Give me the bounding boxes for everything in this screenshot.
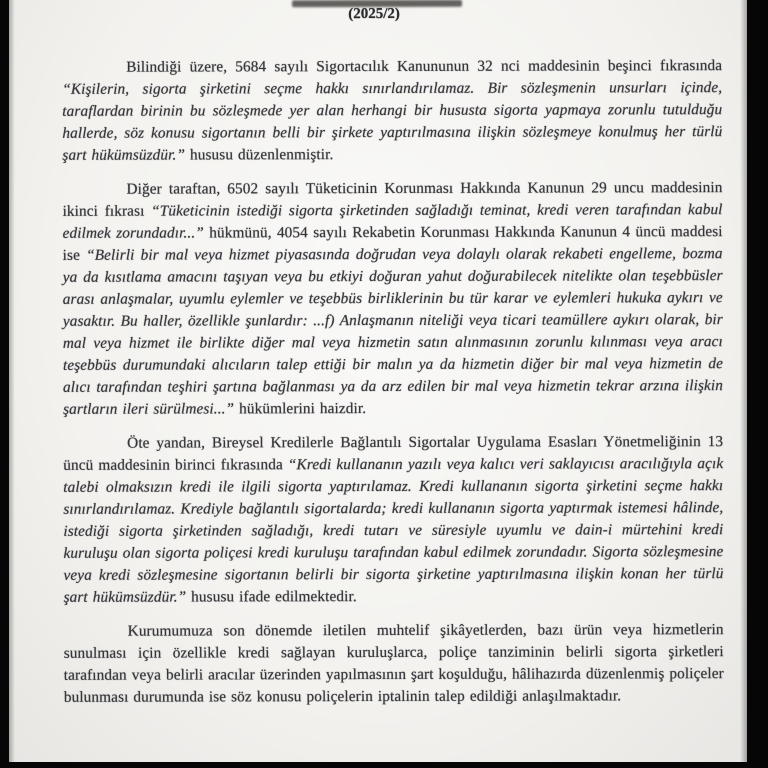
photo-black-edge-bottom (0, 762, 768, 768)
text-segment: Kurumumuza son dönemde iletilen muhtelif şikâyetlerden, bazı ürün veya hizmetlerin sunulması için özellikle kredi sağlayan kuruluşlarca, poliçe tanziminin belirli sigorta şirketleri tarafından veya belirli aracılar üzerinden yapılmasının şart koşulduğu, hâlihazırda düzenlenmiş poliçeler bulunması durumunda ise söz konusu poliçelerin iptalinin talep edildiği anlaşılmaktadır. (63, 621, 724, 706)
document-page (9, 0, 747, 762)
text-segment: “Tüketicinin istediği sigorta şirketinden sağladığı teminat, kredi veren tarafından kabul edilmek zorundadır...” (62, 201, 723, 242)
text-segment: “Kredi kullananın yazılı veya kalıcı veri saklayıcısı aracılığıyla açık talebi olmaksızın kredi ile ilgili sigorta yaptırılamaz. Kredi kullananın sigorta şirketini seçme hakkı sınırlandırılamaz. Krediyle bağlantılı sigortalarda; kredi kullananın sigorta yaptırmak istemesi hâlinde, istediği sigorta şirketinden sağladığı, kredi tutarı ve süresiyle uyumlu ve dain-i mürtehini kredi kuruluşu olan sigorta poliçesi kredi kuruluşu tarafından kabul edilmek zorundadır. Sigorta sözleşmesine veya kredi sözleşmesine sigortanın belirli bir sigorta şirketine yaptırılmasına ilişkin konan her türlü şart hükümsüzdür.” (63, 455, 724, 606)
document-body (62, 55, 724, 721)
page-edge-shadow-left (9, 0, 15, 768)
page-edge-shadow-right (740, 0, 747, 768)
text-segment: hükmünü, 4054 sayılı Rekabetin Korunması Hakkında Kanunun 4 üncü maddesi ise (62, 223, 723, 264)
text-segment: Diğer taraftan, 6502 sayılı Tüketicinin Korunması Hakkında Kanunun 29 uncu maddesinin ikinci fıkrası (62, 179, 723, 220)
photo-black-edge-left (0, 0, 9, 768)
photo-black-edge-right (747, 0, 768, 768)
text-segment: hususu düzenlenmiştir. (185, 146, 334, 164)
paragraph (62, 177, 723, 421)
text-segment: hükümlerini haizdir. (234, 400, 367, 418)
paragraph (64, 619, 724, 709)
paragraph (63, 431, 723, 609)
text-segment: “Belirli bir mal veya hizmet piyasasında doğrudan veya dolaylı olarak rekabeti engelleme, bozma ya da kısıtlama amacını taşıyan veya bu etkiyi doğuran yahut doğurabilecek nitelikte olan teşebbüsler arası anlaşmalar, uyumlu eylemler ve teşebbüs birliklerinin bu tür karar ve eylemleri hukuka aykırı ve yasaktır. Bu haller, özellikle şunlardır: ...f) Anlaşmanın niteliği veya ticari teamüllere aykırı olarak, bir mal veya hizmet ile birlikte diğer mal veya hizmetin satın alınmasının zorunlu kılınması veya aracı teşebbüs durumundaki alıcıların talep ettiği bir malın ya da hizmetin diğer bir mal veya hizmetin de alıcı tarafından teşhiri şartına bağlanması ya da arz edilen bir mal veya hizmetin tekrar arzına ilişkin şartların ileri sürülmesi...” (62, 245, 724, 418)
text-segment: hususu ifade edilmektedir. (186, 588, 357, 606)
document-number: (2025/2) (348, 5, 400, 23)
text-segment: “Kişilerin, sigorta şirketini seçme hakkı sınırlandırılamaz. Bir sözleşmenin unsurları içinde, taraflardan birinin bu sözleşmede yer alan herhangi bir hususta sigorta yapmaya zorunlu tutulduğu hallerde, söz konusu sigortanın belli bir şirkete yaptırılmasına ilişkin sözleşmeye konulmuş her türlü şart hükümsüzdür.” (62, 79, 723, 164)
text-segment: Bilindiği üzere, 5684 sayılı Sigortacılık Kanununun 32 nci maddesinin beşinci fıkrasında (126, 57, 723, 76)
document-page-inner (9, 0, 747, 762)
text-segment: Öte yandan, Bireysel Kredilerle Bağlantılı Sigortalar Uygulama Esasları Yönetmeliğinin 13 üncü maddesinin birinci fıkrasında (63, 433, 724, 474)
paragraph (62, 55, 722, 167)
